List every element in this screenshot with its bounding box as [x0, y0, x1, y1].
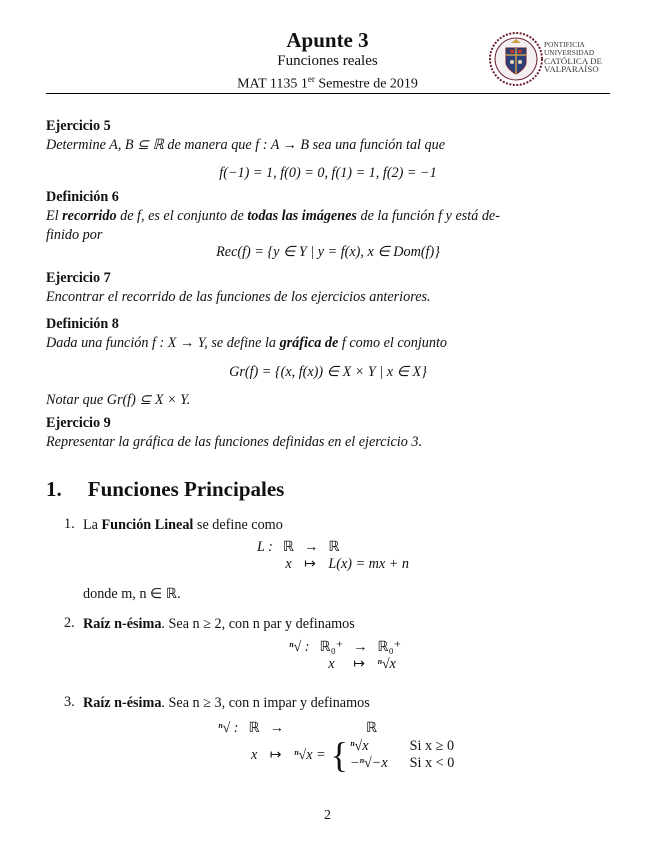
ejercicio-7-text: Encontrar el recorrido de las funciones de los ejercicios anteriores.: [46, 289, 431, 305]
definicion-8-text: [46, 334, 610, 353]
map2-codomain: ℝ₀⁺: [377, 639, 402, 655]
item-3-bold: Raíz n-ésima: [83, 695, 162, 711]
logo-line-2: UNIVERSIDAD: [544, 49, 595, 57]
ejercicio-5-formula: f(−1) = 1, f(0) = 0, f(1) = 1, f(2) = −1: [219, 165, 437, 181]
ejercicio-7: [46, 269, 610, 307]
map2-arrow: →: [353, 639, 368, 655]
item-1-post: se define como: [193, 517, 283, 533]
map1-codomain: ℝ: [328, 539, 340, 555]
section-number: 1.: [46, 477, 62, 501]
document-title: Apunte 3: [286, 28, 369, 52]
item-2-text: [83, 615, 355, 634]
logo-line-1: PONTIFICIA: [544, 41, 585, 49]
ejercicio-9-text: Representar la gráfica de las funciones definidas en el ejercicio 3.: [46, 434, 423, 450]
item-2-bold: Raíz n-ésima: [83, 616, 162, 632]
map3-var: x: [251, 746, 258, 763]
map3-name: ⁿ√ :: [218, 720, 239, 736]
course-prefix: MAT 1135 1: [237, 76, 308, 92]
item-3-post: . Sea n ≥ 3, con n impar y definamos: [161, 695, 370, 711]
logo-line-4: VALPARAÍSO: [544, 64, 599, 74]
map2-name: ⁿ√ :: [289, 639, 310, 655]
case-1-expr: ⁿ√x: [349, 738, 369, 754]
map1-mapsto: ↦: [304, 556, 317, 572]
document-subtitle: Funciones reales: [277, 53, 378, 69]
def6-t4: finido por: [46, 227, 103, 243]
def6-t1: El: [46, 208, 63, 224]
course-suffix: Semestre de 2019: [314, 76, 418, 92]
map2-mapsto: ↦: [353, 656, 366, 672]
definicion-8: [46, 315, 610, 410]
item-1-linear-map: [252, 539, 414, 573]
item-2-number: 2.: [64, 615, 75, 631]
item-1-pre: La: [83, 517, 102, 533]
item-1-bold: Función Lineal: [101, 517, 194, 533]
def6-recorrido: recorrido: [62, 208, 117, 224]
map1-name: L :: [257, 539, 273, 555]
map2-var: x: [328, 656, 335, 672]
map1-domain: ℝ: [282, 539, 295, 555]
map3-arrow: →: [269, 720, 284, 736]
item-2-even-root-map: [284, 639, 406, 673]
definicion-6-label: Definición 6: [46, 189, 119, 205]
ejercicio-5: [46, 117, 610, 183]
item-3-number: 3.: [64, 694, 75, 710]
def6-t2: de f, es el conjunto de: [116, 208, 248, 224]
section-heading: [46, 477, 284, 502]
ejercicio-9-label: Ejercicio 9: [46, 415, 111, 431]
item-3-odd-root-map: [213, 720, 454, 773]
case-2-expr: −ⁿ√−x: [349, 755, 388, 771]
map1-rule: L(x) = mx + n: [328, 556, 409, 572]
map2-rule: ⁿ√x: [377, 656, 396, 672]
map3-domain: ℝ: [248, 720, 260, 736]
item-3-text: [83, 694, 370, 713]
ejercicio-5-label: Ejercicio 5: [46, 118, 111, 134]
map1-var: x: [285, 556, 292, 572]
definicion-8-formula: Gr(f) = {(x, f(x)) ∈ X × Y | x ∈ X}: [229, 364, 427, 380]
ejercicio-9: [46, 414, 610, 452]
university-name: [544, 41, 602, 73]
item-1-number: 1.: [64, 516, 75, 532]
definicion-6-text: [46, 207, 610, 226]
map2-domain: ℝ₀⁺: [319, 639, 344, 655]
definicion-8-note: Notar que Gr(f) ⊆ X × Y.: [46, 392, 191, 408]
cases-brace: {: [330, 735, 348, 775]
ejercicio-5-text: Determine A, B ⊆ ℝ de manera que f : A → B sea una función tal que: [46, 137, 446, 153]
case-1-cond: Si x ≥ 0: [409, 738, 455, 754]
map1-arrow: →: [304, 539, 319, 555]
def6-t3: de la función f y está de-: [356, 208, 500, 224]
map3-codomain: ℝ: [366, 720, 378, 736]
def6-todas-imagenes: todas las imágenes: [247, 208, 357, 224]
map3-mapsto: ↦: [269, 746, 282, 763]
def8-grafica: gráfica de: [279, 335, 339, 351]
map3-lhs: ⁿ√x =: [293, 746, 326, 763]
header-divider: [46, 93, 610, 94]
course-sup: er: [307, 74, 315, 84]
def8-t1: Dada una función f : X → Y, se define la: [46, 335, 280, 351]
definicion-6-formula: Rec(f) = {y ∈ Y | y = f(x), x ∈ Dom(f)}: [216, 244, 440, 260]
ejercicio-7-label: Ejercicio 7: [46, 270, 111, 286]
def8-t2: f como el conjunto: [338, 335, 448, 351]
section-title: Funciones Principales: [87, 477, 285, 501]
item-2-post: . Sea n ≥ 2, con n par y definamos: [161, 616, 355, 632]
definicion-6: [46, 188, 610, 262]
item-1-text: [83, 516, 283, 535]
definicion-8-label: Definición 8: [46, 316, 119, 332]
logo-line-3: CATÓLICA DE: [544, 56, 603, 66]
item-1-after: donde m, n ∈ ℝ.: [83, 586, 181, 602]
case-2-cond: Si x < 0: [409, 755, 455, 771]
page-number: 2: [324, 808, 331, 823]
